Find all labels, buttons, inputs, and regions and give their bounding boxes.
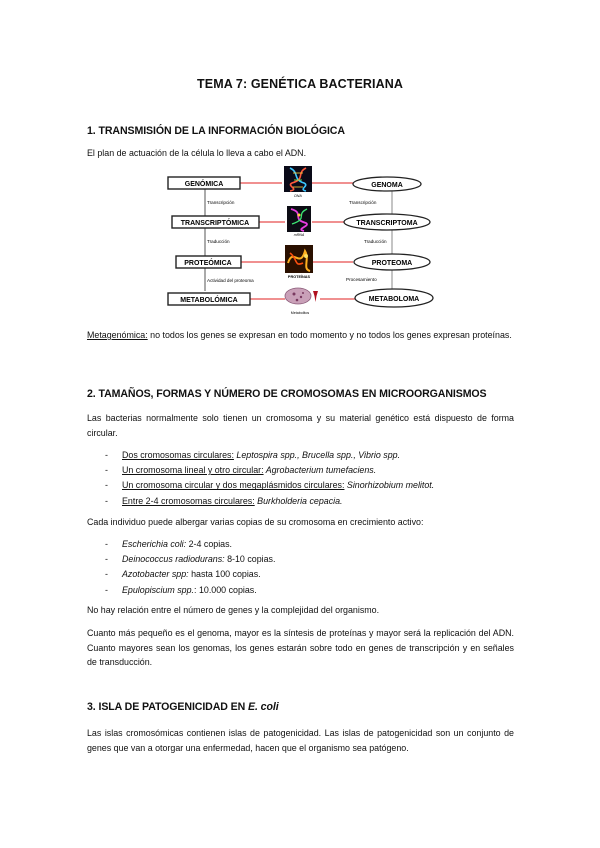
list-item-label: Dos cromosomas circulares: [122,450,234,460]
right-step-transcripcion: Transcripción [349,200,377,205]
ellipse-metaboloma-label: METABOLOMA [368,296,420,303]
list-item: - Dos cromosomas circulares: Leptospira spp., Brucella spp., Vibrio spp. [105,450,401,460]
protein-image-label: PROTEÍNAS [287,275,311,279]
metabolite-image [285,288,318,304]
list-item-example: Sinorhizobium melitot. [344,480,435,491]
list-item-organism: Epulopiscium spp. [122,584,195,595]
section-heading-1: 1. TRANSMISIÓN DE LA INFORMACIÓN BIOLÓGICA [87,125,345,137]
ellipse-transcriptoma-label: TRANSCRIPTOMA [356,220,418,227]
list-item-organism: Escherichia coli: [122,539,187,549]
bacteria-paragraph: Las bacterias normalmente solo tienen un cromosoma y su material genético está dispuesto de forma circular. [87,413,514,438]
genome-size-paragraph: Cuanto más pequeño es el genoma, mayor es la síntesis de proteínas y mayor será la replicación del ADN. Cuanto mayores sean los genomas, los genes estarán sobre todo en genes de transcripción y en señales de transducción. [87,628,514,668]
metagenomica-term: Metagenómica: [87,330,148,340]
left-step-traduccion: Traducción [207,239,230,244]
list-item-copies: 2-4 copias. [186,539,233,549]
ellipse-proteoma-label: PROTEOMA [371,260,413,267]
chromosome-list [87,448,517,509]
list-item-label: Un cromosoma lineal y otro circular: [122,465,264,476]
section-heading-2: 2. TAMAÑOS, FORMAS Y NÚMERO DE CROMOSOMAS EN MICROORGANISMOS [87,388,487,400]
list-item-example: Burkholderia cepacia. [254,495,343,506]
right-step-procesamiento: Procesamiento [346,277,377,282]
islands-paragraph: Las islas cromosómicas contienen islas de patogenicidad. Las islas de patogenicidad son un conjunto de genes que van a otorgar una enfermedad, hacen que el organismo sea patógeno. [87,728,514,753]
list-item-organism: Azotobacter spp: [122,569,189,580]
list-item-organism: Deinococcus radiodurans: [122,554,225,565]
copies-list [87,537,517,598]
box-proteomica-label: PROTEÓMICA [184,260,232,267]
section-heading-3-text: 3. ISLA DE PATOGENICIDAD EN [87,701,249,713]
box-genomica-label: GENÓMICA [184,181,224,188]
list-item-copies: 8-10 copias. [224,554,276,565]
list-item: - Epulopiscium spp.: 10.000 copias. [105,584,257,595]
list-item: - Entre 2-4 cromosomas circulares: Burkholderia cepacia. [105,495,343,506]
ellipse-genoma-label: GENOMA [371,182,403,189]
list-item-example: Agrobacterium tumefaciens. [263,465,377,476]
protein-image [285,245,313,273]
left-step-actividad: Actividad del proteoma [207,278,254,283]
dna-image-label: DNA [294,194,302,198]
right-step-traduccion: Traducción [364,239,387,244]
omics-diagram [160,163,440,323]
intro-paragraph: El plan de actuación de la célula lo lleva a cabo el ADN. [87,148,307,158]
mrna-image-label: mRNA [293,233,305,237]
metagenomica-paragraph [87,328,515,343]
list-item-label: Un cromosoma circular y dos megaplásmidos circulares: [122,480,345,491]
list-item: - Escherichia coli: 2-4 copias. [105,539,233,549]
metabolite-image-label: Metabolitos [290,311,310,315]
list-item: - Azotobacter spp: hasta 100 copias. [105,569,261,580]
list-item: - Deinococcus radiodurans: 8-10 copias. [105,554,276,565]
list-item-copies: : 10.000 copias. [194,584,257,595]
no-relation-paragraph: No hay relación entre el número de genes y la complejidad del organismo. [87,605,380,615]
document-title: TEMA 7: GENÉTICA BACTERIANA [197,77,403,91]
list-item: - Un cromosoma lineal y otro circular: Agrobacterium tumefaciens. [105,465,377,476]
metagenomica-text: no todos los genes se expresan en todo momento y no todos los genes expresan proteínas. [147,330,512,340]
list-item-label: Entre 2-4 cromosomas circulares: [122,495,255,506]
mrna-image [287,206,311,232]
box-transcriptomica-label: TRANSCRIPTÓMICA [180,220,250,227]
list-item: - Un cromosoma circular y dos megaplásmidos circulares: Sinorhizobium melitot. [105,480,435,491]
copies-intro: Cada individuo puede albergar varias copias de su cromosoma en crecimiento activo: [87,517,424,527]
list-item-copies: hasta 100 copias. [188,569,261,580]
left-step-transcripcion: Transcripción [207,200,235,205]
box-metabolomica-label: METABOLÓMICA [180,297,238,304]
list-item-example: Leptospira spp., Brucella spp., Vibrio spp. [233,450,401,460]
section-heading-3-italic: E. coli [248,701,279,713]
omics-diagram-svg [160,163,440,323]
dna-image [284,166,312,192]
section-heading-3 [87,701,279,713]
